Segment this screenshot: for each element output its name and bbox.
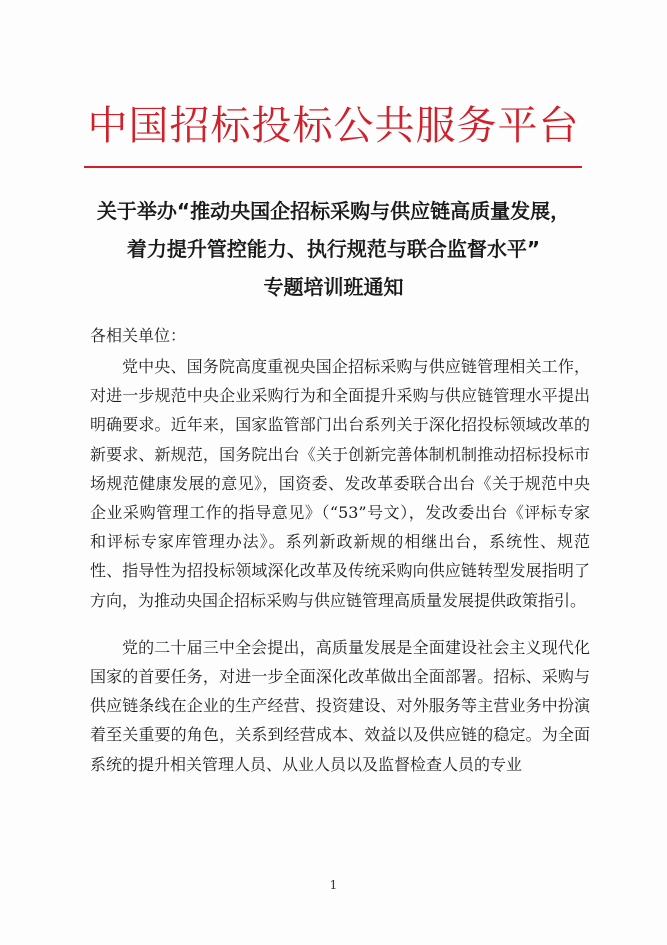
notice-title-line: 着力提升管控能力、执行规范与联合监督水平” xyxy=(126,237,541,261)
body-paragraph: 党的二十届三中全会提出，高质量发展是全面建设社会主义现代化国家的首要任务，对进一步全面深化改革做出全面部署。招标、采购与供应链条线在企业的生产经营、投资建设、对外服务等主营业务中扮演着至关重要的角色，关系到经营成本、效益以及供应链的稳定。为全面系统的提升相关管理人员、从业人员以及监督检查人员的专业 xyxy=(90,637,590,774)
salutation: 各相关单位： xyxy=(90,326,187,345)
letterhead-divider xyxy=(84,166,582,168)
letterhead-org-name: 中国招标投标公共服务平台 xyxy=(87,103,580,149)
notice-title-line: 关于举办“推动央国企招标采购与供应链高质量发展， xyxy=(96,199,571,223)
notice-body xyxy=(90,352,590,779)
page-number: 1 xyxy=(329,878,338,892)
notice-title-line: 专题培训班通知 xyxy=(263,275,404,299)
notice-title xyxy=(60,192,607,306)
body-paragraph: 党中央、国务院高度重视央国企招标采购与供应链管理相关工作，对进一步规范中央企业采购行为和全面提升采购与供应链管理水平提出明确要求。近年来，国家监管部门出台系列关于深化招投标领域改革的新要求、新规范，国务院出台《关于创新完善体制机制推动招标投标市场规范健康发展的意见》，国资委、发改革委联合出台《关于规范中央企业采购管理工作的指导意见》（“53”号文），发改委出台《评标专家和评标专家库管理办法》。系列新政新规的相继出台，系统性、规范性、指导性为招投标领域深化改革及传统采购向供应链转型发展指明了方向，为推动央国企招标采购与供应链管理高质量发展提供政策指引。 xyxy=(90,357,590,610)
